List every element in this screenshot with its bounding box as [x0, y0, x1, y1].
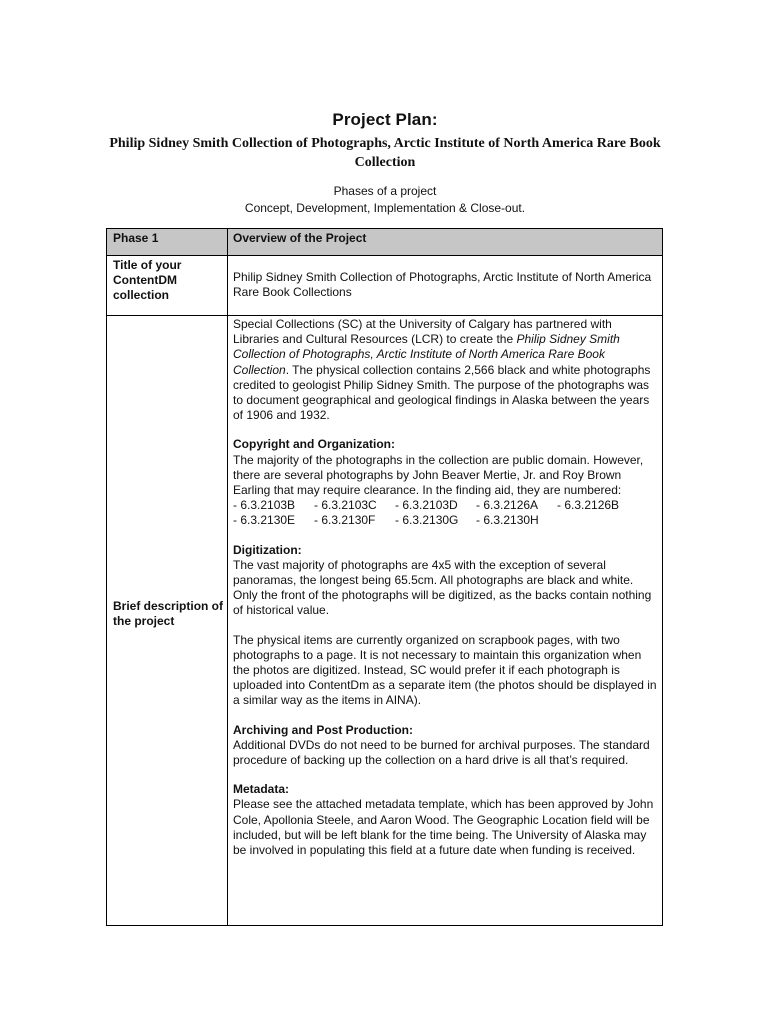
- phases-line-1: Phases of a project: [333, 184, 437, 198]
- photo-id: - 6.3.2130E: [233, 513, 296, 528]
- phases-caption: [0, 183, 770, 217]
- title-value: Philip Sidney Smith Collection of Photographs, Arctic Institute of North America Rare Book Collections: [233, 270, 652, 300]
- photo-id: - 6.3.2126A: [476, 498, 539, 513]
- photo-id: - 6.3.2130G: [395, 513, 459, 528]
- photo-id: - 6.3.2130H: [476, 513, 539, 528]
- description-row: [107, 316, 662, 925]
- photo-id: - 6.3.2103B: [233, 498, 296, 513]
- archiving-text: Additional DVDs do not need to be burned for archival purposes. The standard procedure of backing up the collection on a hard drive is all that’s required.: [233, 737, 650, 768]
- metadata-heading: Metadata:: [233, 782, 290, 797]
- table-header-row: [107, 229, 662, 255]
- document-subtitle: Philip Sidney Smith Collection of Photographs, Arctic Institute of North America Rare Book Collection: [109, 136, 661, 170]
- project-table: [106, 228, 663, 926]
- description-label: Brief description of the project: [113, 599, 224, 629]
- phase-label: Phase 1: [113, 231, 159, 245]
- title-label: Title of your ContentDM collection: [113, 258, 182, 303]
- copyright-heading: Copyright and Organization:: [233, 437, 395, 452]
- id-list-row-2: [233, 513, 658, 528]
- intro-text: Special Collections (SC) at the University of Calgary has partnered with Libraries and Cultural Resources (LCR) to create the: [233, 317, 612, 347]
- photo-id: - 6.3.2126B: [557, 498, 620, 513]
- collection-name-italic: Philip Sidney Smith Collection of Photographs, Arctic Institute of North America Rare Book Collection: [233, 332, 620, 377]
- document-title: Project Plan:: [332, 110, 438, 129]
- archiving-heading: Archiving and Post Production:: [233, 722, 414, 737]
- intro-paragraph: [233, 317, 658, 423]
- id-list-row-1: [233, 498, 658, 513]
- physical-items-text: The physical items are currently organized on scrapbook pages, with two photographs to a page. It is not necessary to maintain this organization when the photos are digitized. Instead, SC would prefer it if each photograph is uploaded into ContentDm as a separate item (the photos should be displayed in a similar way as the items in AINA).: [233, 632, 657, 708]
- photo-id: - 6.3.2130F: [314, 513, 376, 528]
- digitization-text: The vast majority of photographs are 4x5 with the exception of several panoramas, the longest being 65.5cm. All photographs are black and white. Only the front of the photographs will be digitized, as the backs contain nothing of historical value.: [233, 557, 652, 618]
- copyright-text: The majority of the photographs in the collection are public domain. However, there are several photographs by John Beaver Mertie, Jr. and Roy Brown Earling that may require clearance. In the finding aid, they are numbered:: [233, 452, 644, 498]
- intro-text-continued: . The physical collection contains 2,566 black and white photographs credited to geologist Philip Sidney Smith. The purpose of the photographs was to document geographical and geological findings in Alaska between the years of 1906 and 1932.: [233, 362, 651, 423]
- description-content: [233, 317, 658, 858]
- phases-line-2: Concept, Development, Implementation & Close-out.: [244, 201, 526, 215]
- photo-id: - 6.3.2103C: [314, 498, 377, 513]
- title-row: [107, 256, 662, 315]
- digitization-heading: Digitization:: [233, 542, 302, 557]
- overview-heading: Overview of the Project: [233, 231, 367, 245]
- column-divider: [227, 229, 228, 925]
- metadata-text: Please see the attached metadata template, which has been approved by John Cole, Apollonia Steele, and Aaron Wood. The Geographic Location field will be included, but will be left blank for the time being. The University of Alaska may be involved in populating this field at a future date when funding is received.: [233, 797, 654, 858]
- photo-id: - 6.3.2103D: [395, 498, 458, 513]
